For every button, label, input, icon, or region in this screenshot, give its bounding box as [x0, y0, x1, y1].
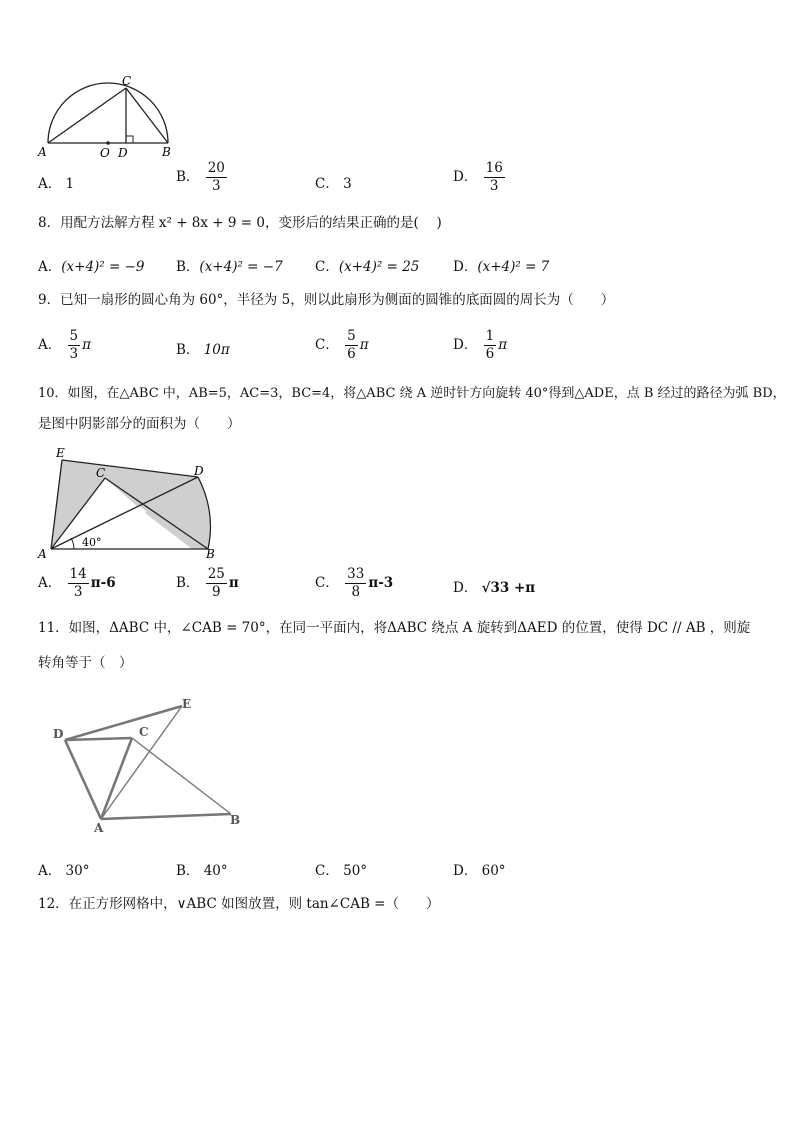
q11-option-b[interactable]: B． 40° — [176, 863, 228, 879]
q7-label-b: B — [162, 145, 171, 159]
q11-figure — [48, 694, 248, 834]
q11-stem-line1: 11．如图，ΔABC 中，∠CAB = 70°，在同一平面内，将ΔABC 绕点 A 旋转到ΔAED 的位置，使得 DC // AB ，则旋 — [38, 620, 751, 636]
q10-label-c: C — [96, 466, 106, 480]
q8-option-c[interactable]: C．(x+4)² = 25 — [315, 259, 420, 275]
q9-stem: 9．已知一扇形的圆心角为 60°，半径为 5，则以此扇形为侧面的圆锥的底面圆的周长为（ ） — [38, 292, 615, 308]
q11-label-b: B — [230, 813, 241, 827]
q7-option-c[interactable]: C． 3 — [315, 176, 352, 192]
q8-option-a[interactable]: A．(x+4)² = −9 — [38, 259, 145, 275]
q10-option-d[interactable]: D． √33 +π — [453, 580, 536, 596]
q10-stem-line2: 是图中阴影部分的面积为（ ） — [38, 416, 241, 432]
q11-stem-line2: 转角等于（ ） — [38, 655, 133, 671]
q10-label-a: A — [38, 547, 47, 561]
q7-label-c: C — [122, 74, 132, 88]
q11-label-a: A — [94, 821, 104, 834]
q10-option-b[interactable]: B． $\frac{25}{9}$ π — [176, 566, 239, 600]
q7-label-d: D — [118, 146, 128, 160]
q10-label-d: D — [194, 464, 204, 478]
q7-option-d[interactable]: D． $\frac{16}{3}$ — [453, 160, 503, 194]
q10-option-c[interactable]: C． $\frac{33}{8}$ π-3 — [315, 566, 394, 600]
q11-option-d[interactable]: D． 60° — [453, 863, 506, 879]
q8-option-b[interactable]: B．(x+4)² = −7 — [176, 259, 283, 275]
q9-option-c[interactable]: C． $\frac{5}{6}$ π — [315, 328, 369, 362]
q8-stem: 8．用配方法解方程 x² + 8x + 9 = 0，变形后的结果正确的是( ) — [38, 215, 442, 231]
q10-label-b: B — [206, 547, 215, 561]
q9-option-d[interactable]: D． $\frac{1}{6}$ π — [453, 328, 508, 362]
q7-option-b[interactable]: B． $\frac{20}{3}$ — [176, 160, 225, 194]
q10-stem-line1: 10．如图，在△ABC 中，AB=5，AC=3，BC=4，将△ABC 绕 A 逆时针方向旋转 40°得到△ADE，点 B 经过的路径为弧 BD， — [38, 386, 786, 401]
q11-option-a[interactable]: A． 30° — [38, 863, 90, 879]
q11-option-c[interactable]: C． 50° — [315, 863, 368, 879]
q7-figure — [36, 72, 186, 160]
q7-label-a: A — [38, 145, 47, 159]
q7-semicircle — [48, 83, 168, 143]
q11-label-e: E — [182, 697, 192, 711]
q7-option-a[interactable]: A． 1 — [38, 176, 75, 192]
q11-label-d: D — [53, 727, 64, 741]
q10-label-e: E — [56, 446, 65, 460]
q10-figure — [36, 444, 226, 566]
q7-label-o: O — [100, 146, 110, 160]
q11-label-c: C — [139, 725, 149, 739]
q9-option-a[interactable]: A． $\frac{5}{3}$ π — [38, 328, 92, 362]
q10-angle-label: 40° — [82, 536, 102, 549]
q12-stem: 12．在正方形网格中，∨ABC 如图放置，则 tan∠CAB =（ ） — [38, 896, 440, 912]
q10-option-a[interactable]: A． $\frac{14}{3}$ π-6 — [38, 566, 116, 600]
q8-option-d[interactable]: D．(x+4)² = 7 — [453, 259, 550, 275]
q9-option-b[interactable]: B． 10π — [176, 342, 230, 358]
